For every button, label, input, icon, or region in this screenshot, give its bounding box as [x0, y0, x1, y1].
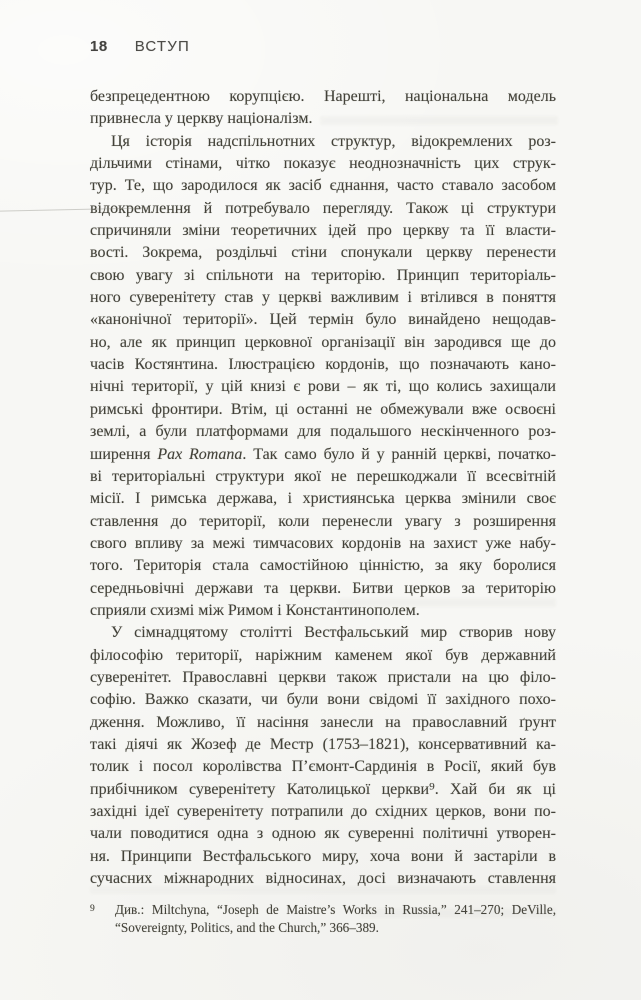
- text-line: відокремлення й потребувало перегляду. Також ці структури: [90, 199, 556, 217]
- text-line: свою увагу зі спільноти на територію. Принцип територіаль-: [90, 266, 556, 284]
- text-line: свого впливу за межі тимчасових кордонів на захист уже набу-: [90, 534, 556, 552]
- show-through-ghosting: [320, 116, 558, 125]
- text-line: суверенітет. Православні церкви також пристали на цю філо-: [90, 668, 556, 686]
- text-line: ві територіальні структури якої не перешкоджали її всесвітній: [90, 467, 556, 485]
- text-line: вості. Зокрема, роздільчі стіни спонукали церкву перенести: [90, 244, 556, 262]
- text-line: У сімнадцятому столітті Вестфальський мир створив нову: [111, 624, 556, 642]
- footnote: [90, 901, 556, 938]
- show-through-ghosting: [360, 908, 556, 918]
- text-line: ставлення до території, коли перенесли увагу з розширення: [90, 512, 556, 530]
- text-line: середньовічні держави та церкви. Битви церков за територію: [90, 579, 556, 597]
- text-line: такі діячі як Жозеф де Местр (1753–1821), консервативний ка-: [90, 735, 556, 753]
- show-through-ghosting: [338, 598, 556, 607]
- text-line: сучасних міжнародних відносинах, досі визначають ставлення: [90, 870, 556, 888]
- text-line: безпрецедентною корупцією. Нарешті, національна модель: [90, 88, 556, 105]
- text-line: толик і посол королівства П’ємонт-Сардинія в Росії, який був: [90, 758, 556, 776]
- text-line: західні ідеї суверенітету потрапили до східних церков, вони по-: [90, 803, 556, 820]
- text-line: тур. Те, що зародилося як засіб єднання, часто ставало засобом: [90, 177, 556, 195]
- text-line: спричиняли зміни теоретичних ідей про церкву та її власти-: [90, 222, 556, 240]
- body-text: [90, 86, 556, 890]
- text-line: но, але як принцип церковної організації він зародився ще до: [90, 333, 556, 351]
- text-line: дження. Можливо, її насіння занесли на православний ґрунт: [90, 713, 556, 731]
- text-line: місії. І римська держава, і християнська церква змінили своє: [90, 490, 556, 508]
- text-line: «канонічної території». Цей термін було винайдено нещодав-: [90, 311, 556, 329]
- text-line: ширення Pax Romana. Так само було й у ранній церкві, початко-: [90, 445, 557, 463]
- text-line: привнесла у церкву націоналізм.: [90, 110, 313, 128]
- text-line: сприяли схизмі між Римом і Константинополем.: [90, 601, 420, 619]
- page-number: 18: [90, 38, 108, 55]
- footnote-line: “Sovereignty, Politics, and the Church,” 366–389.: [115, 920, 379, 936]
- text-line: дільчими стінами, чітко показує неоднозначність цих струк-: [90, 155, 556, 173]
- running-header-title: ВСТУП: [134, 38, 191, 55]
- text-line: ного суверенітету став у церкві важливим і втілився в поняття: [90, 289, 556, 307]
- running-header: [90, 38, 190, 55]
- show-through-ghosting: [90, 886, 556, 894]
- text-line: прибічником суверенітету Католицької церкви⁹. Хай би як ці: [90, 780, 556, 798]
- text-line: філософію території, наріжним каменем якої був державний: [90, 646, 556, 664]
- text-line: часів Костянтина. Ілюстрацією кордонів, що позначають кано-: [90, 356, 556, 374]
- footnote-marker: 9: [90, 904, 95, 914]
- text-line: землі, а були платформами для подальшого нескінченного роз-: [90, 423, 556, 441]
- text-line: софію. Важко сказати, чи були вони свідомі її західного похо-: [90, 691, 556, 709]
- text-line: Ця історія надспільнотних структур, відокремлених роз-: [111, 132, 556, 150]
- text-line: нічні території, у цій книзі є рови – як ті, що колись захищали: [90, 378, 556, 396]
- text-line: того. Територія стала самостійною цінністю, за яку боролися: [90, 557, 556, 575]
- text-line: ня. Принципи Вестфальського миру, хоча вони й застаріли в: [90, 847, 556, 865]
- text-line: римські фронтири. Втім, ці останні не обмежували вже освоєні: [90, 400, 556, 418]
- text-line: чали поводитися одна з одною як суверенні політичні утворен-: [90, 825, 556, 843]
- footnote-text: [115, 901, 556, 938]
- footnote-line: Див.: Miltchyna, “Joseph de Maistre’s Works in Russia,” 241–270; DeVille,: [115, 902, 556, 917]
